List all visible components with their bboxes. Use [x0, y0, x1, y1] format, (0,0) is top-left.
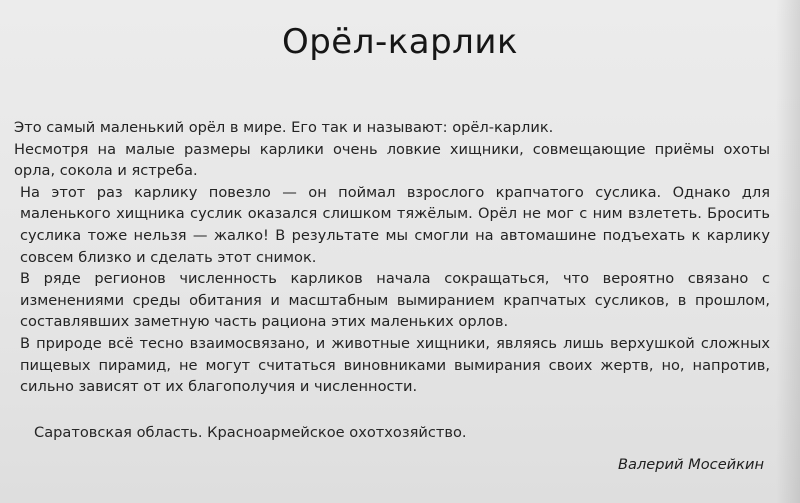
location-caption: Саратовская область. Красноармейское охотхозяйство. [34, 424, 467, 441]
paragraph-intro: Это самый маленький орёл в мире. Его так и называют: орёл-карлик. [14, 119, 554, 136]
paragraph-suslik: На этот раз карлику повезло — он поймал взрослого крапчатого суслика. Однако для маленького хищника суслик оказался слишком тяжёлым. Орёл не мог с ним взлететь. Бросить суслика тоже нельзя — жалко! В результате мы смогли на автомашине подъехать к карлику совсем близко и сделать этот снимок. [20, 183, 770, 266]
paragraph-decline: В ряде регионов численность карликов начала сокращаться, что вероятно связано с изменениями среды обитания и масштабным вымиранием крапчатых сусликов, в прошлом, составлявших заметную часть рациона этих маленьких орлов. [20, 270, 770, 331]
author-signature: Валерий Мосейкин [618, 456, 764, 473]
paragraph-nature: В природе всё тесно взаимосвязано, и животные хищники, являясь лишь верхушкой сложных пищевых пирамид, не могут считаться виновниками вымирания своих жертв, но, напротив, сильно зависят от их благополучия и численности. [20, 334, 770, 396]
article-body [14, 117, 770, 398]
page-title: Орёл-карлик [281, 22, 519, 62]
paragraph-hunting: Несмотря на малые размеры карлики очень ловкие хищники, совмещающие приёмы охоты орла, сокола и ястреба. [14, 140, 770, 180]
